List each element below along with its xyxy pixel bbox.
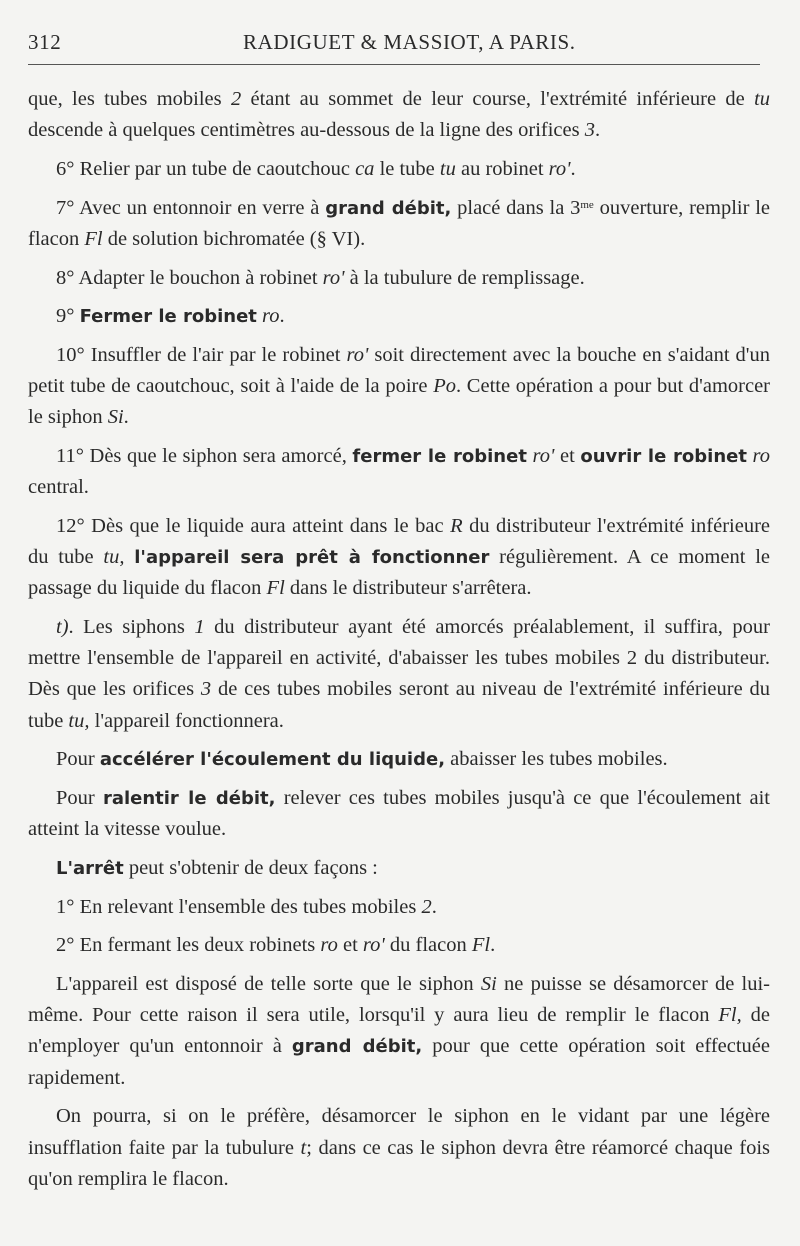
stop-method-1: 1° En relevant l'ensemble des tubes mobiles 2. — [56, 895, 437, 918]
step-12: 12° Dès que le liquide aura atteint dans le bac R du distributeur l'extrémité inférieure du tube tu, l'appareil sera prêt à fonctionner régulièrement. A ce moment le passage du liquide du flacon Fl dans le distributeur s'arrêtera. — [28, 514, 771, 600]
stop-method-2: 2° En fermant les deux robinets ro et ro' du flacon Fl. — [56, 934, 496, 957]
step-6: 6° Relier par un tube de caoutchouc ca le tube tu au robinet ro'. — [56, 157, 576, 180]
paragraph-slow: Pour ralentir le débit, relever ces tubes mobiles jusqu'à ce que l'écoulement ait atteint la vitesse voulue. — [28, 787, 770, 841]
running-head: RADIGUET & MASSIOT, A PARIS. — [243, 30, 576, 54]
page-body — [28, 84, 770, 1203]
step-11: 11° Dès que le siphon sera amorcé, fermer le robinet ro' et ouvrir le robinet ro central. — [28, 445, 771, 499]
header-rule — [28, 64, 760, 65]
step-8: 8° Adapter le bouchon à robinet ro' à la tubulure de remplissage. — [56, 266, 585, 289]
step-10: 10° Insuffler de l'air par le robinet ro' soit directement avec la bouche en s'aidant d'un petit tube de caoutchouc, soit à l'aide de la poire Po. Cette opération a pour but d'amorcer le siphon Si. — [28, 343, 771, 429]
paragraph-t: t). Les siphons 1 du distributeur ayant été amorcés préalablement, il suffira, pour mettre l'ensemble de l'appareil en activité, d'abaisser les tubes mobiles 2 du distributeur. Dès que les orifices 3 de ces tubes mobiles seront au niveau de l'extrémité inférieure du tube tu, l'appareil fonctionnera. — [28, 616, 770, 732]
page-header — [28, 30, 760, 60]
step-9: 9° Fermer le robinet ro. — [56, 305, 285, 328]
paragraph-1: que, les tubes mobiles 2 étant au sommet de leur course, l'extrémité inférieure de tu descende à quelques centimètres au-dessous de la ligne des orifices 3. — [28, 88, 771, 142]
step-7: 7° Avec un entonnoir en verre à grand débit, placé dans la $3^{me}$ ouverture, remplir le flacon Fl de solution bichromatée (§ VI). — [28, 196, 771, 250]
paragraph-accelerate: Pour accélérer l'écoulement du liquide, abaisser les tubes mobiles. — [56, 748, 668, 771]
paragraph-final: On pourra, si on le préfère, désamorcer le siphon en le vidant par une légère insufflation faite par la tubulure t; dans ce cas le siphon devra être réamorcé chaque fois qu'on remplira le flacon. — [28, 1105, 770, 1190]
paragraph-siphon: L'appareil est disposé de telle sorte que le siphon Si ne puisse se désamorcer de lui-même. Pour cette raison il sera utile, lorsqu'il y aura lieu de remplir le flacon Fl, de n'employer qu'un entonnoir à grand débit, pour que cette opération soit effectuée rapidement. — [28, 973, 771, 1089]
page-number: 312 — [28, 30, 62, 54]
paragraph-stop: L'arrêt peut s'obtenir de deux façons : — [56, 856, 378, 879]
